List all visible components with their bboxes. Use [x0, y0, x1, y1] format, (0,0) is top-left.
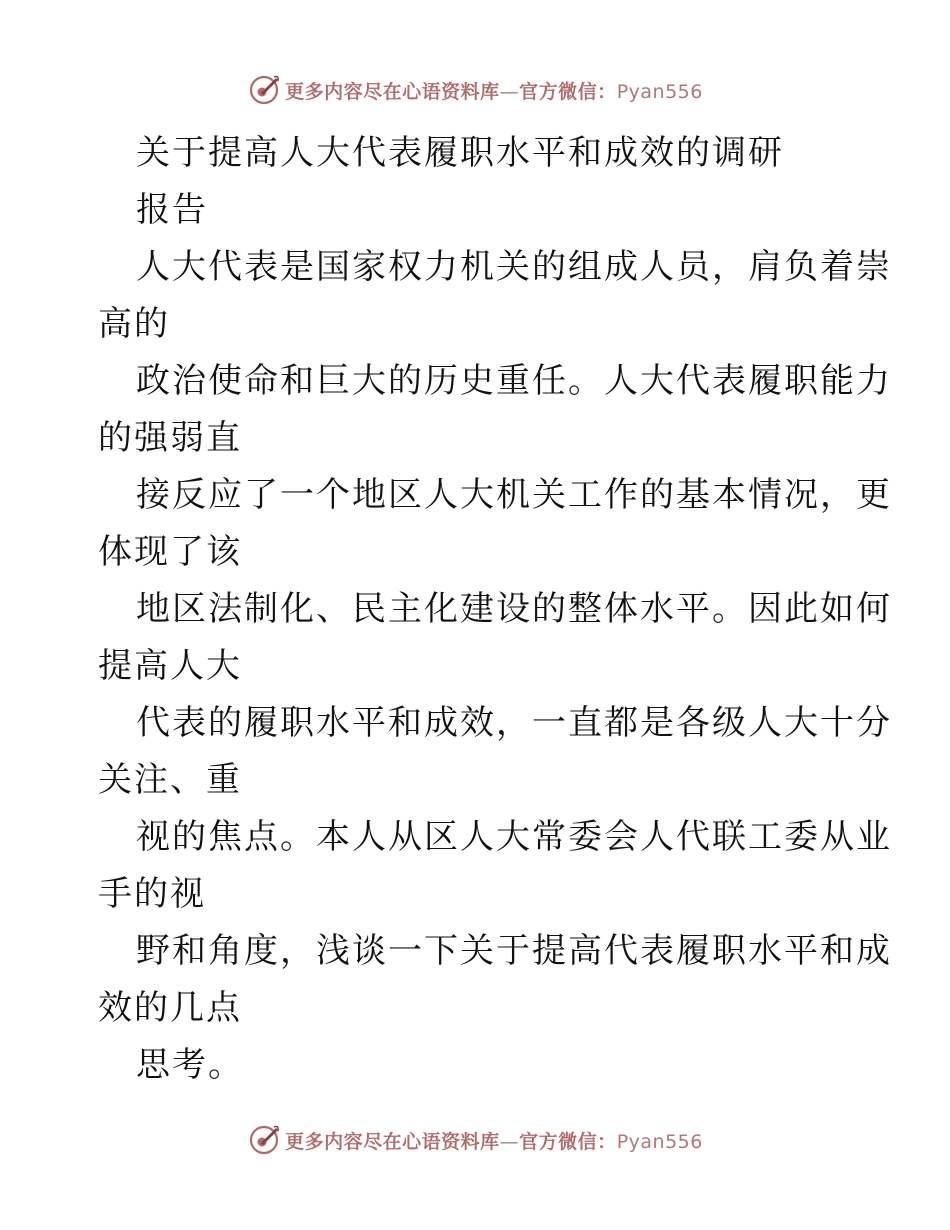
paragraph-line: 代表的履职水平和成效，一直都是各级人大十分	[136, 703, 892, 743]
paragraph-line: 视的焦点。本人从区人大常委会人代联工委从业	[136, 817, 892, 857]
paragraph-line: 地区法制化、民主化建设的整体水平。因此如何	[136, 589, 892, 629]
banner-separator: —	[499, 80, 520, 103]
banner-contact-id: Pyan556	[616, 80, 703, 103]
banner-separator: —	[499, 1130, 520, 1153]
paragraph-line: 手的视	[98, 874, 206, 914]
paragraph-line: 的强弱直	[98, 418, 242, 458]
banner-contact-label: 官方微信：	[519, 1130, 617, 1153]
paragraph-line: 关注、重	[98, 760, 242, 800]
paragraph-line: 野和角度，浅谈一下关于提高代表履职水平和成	[136, 931, 892, 971]
banner-text	[285, 77, 703, 104]
paragraph-line: 政治使命和巨大的历史重任。人大代表履职能力	[136, 361, 892, 401]
paragraph-line: 接反应了一个地区人大机关工作的基本情况，更	[136, 475, 892, 515]
paragraph-line: 人大代表是国家权力机关的组成人员，肩负着崇	[136, 247, 892, 287]
banner-main-text: 更多内容尽在心语资料库	[285, 1130, 500, 1153]
document-title-line-1: 关于提高人大代表履职水平和成效的调研	[136, 133, 784, 173]
document-title-line-2: 报告	[136, 190, 208, 230]
banner-contact-id: Pyan556	[616, 1130, 703, 1153]
footer-banner	[0, 1120, 950, 1160]
header-banner	[0, 70, 950, 110]
quill-logo-icon	[247, 1123, 281, 1157]
banner-contact-label: 官方微信：	[519, 80, 617, 103]
paragraph-line: 提高人大	[98, 646, 242, 686]
paragraph-line: 高的	[98, 304, 170, 344]
paragraph-line: 体现了该	[98, 532, 242, 572]
banner-text	[285, 1127, 703, 1154]
paragraph-line: 效的几点	[98, 988, 242, 1028]
document-body	[98, 125, 892, 1094]
paragraph-line: 思考。	[136, 1045, 244, 1085]
banner-main-text: 更多内容尽在心语资料库	[285, 80, 500, 103]
quill-logo-icon	[247, 73, 281, 107]
